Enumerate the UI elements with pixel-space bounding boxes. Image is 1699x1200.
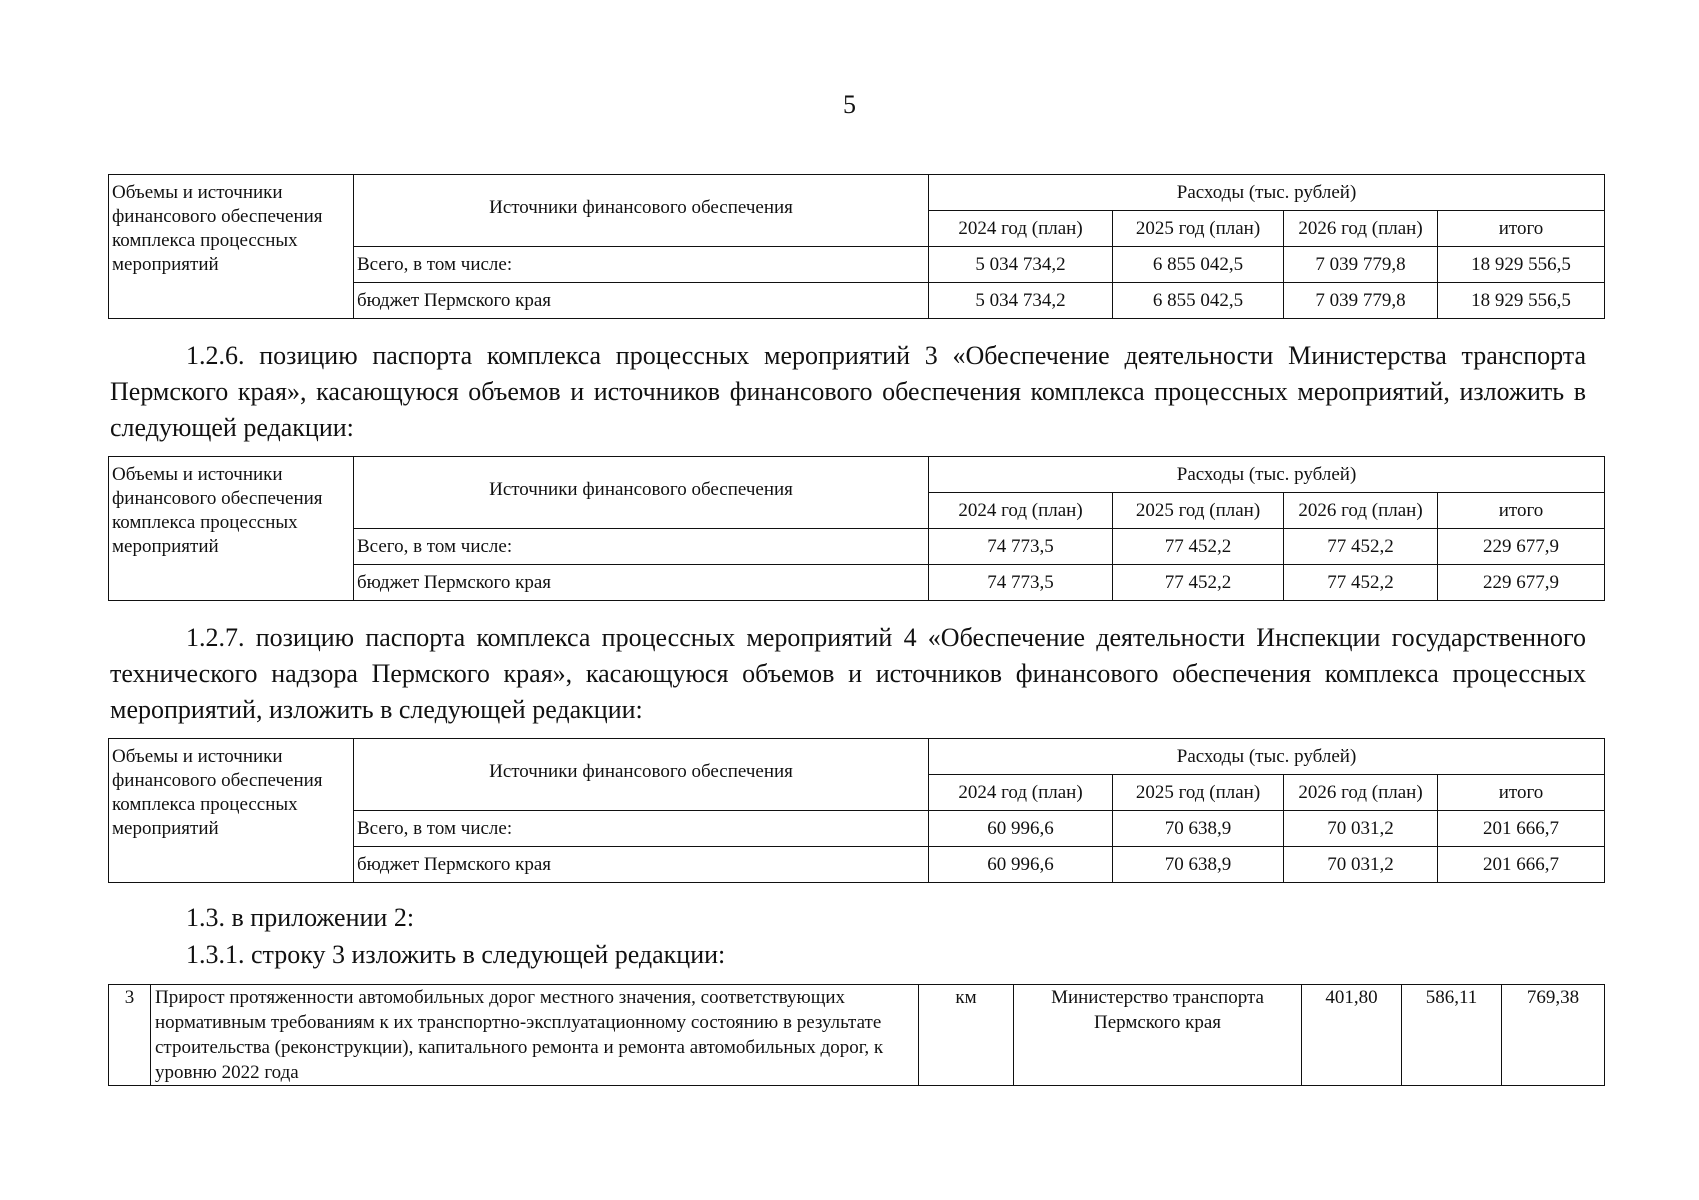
paragraph-1-2-6 <box>110 338 1586 446</box>
value-cell: 401,80 <box>1302 985 1402 1086</box>
value-cell: 74 773,5 <box>929 529 1113 565</box>
value-cell: 6 855 042,5 <box>1113 247 1284 283</box>
total-header: итого <box>1438 493 1605 529</box>
row-label-total: Всего, в том числе: <box>354 247 929 283</box>
year-header-2024: 2024 год (план) <box>929 493 1113 529</box>
sources-header: Источники финансового обеспечения <box>354 175 929 247</box>
value-cell: 77 452,2 <box>1113 565 1284 601</box>
expenses-header: Расходы (тыс. рублей) <box>929 739 1605 775</box>
volumes-sources-label: Объемы и источники финансового обеспечения комплекса процессных мероприятий <box>109 175 354 319</box>
value-cell: 74 773,5 <box>929 565 1113 601</box>
year-header-2026: 2026 год (план) <box>1284 493 1438 529</box>
value-cell: 5 034 734,2 <box>929 283 1113 319</box>
year-header-2024: 2024 год (план) <box>929 211 1113 247</box>
unit-cell: км <box>919 985 1014 1086</box>
year-header-2026: 2026 год (план) <box>1284 211 1438 247</box>
responsible-cell: Министерство транспорта Пермского края <box>1014 985 1302 1086</box>
indicator-row-table <box>108 984 1605 1086</box>
row-label-total: Всего, в том числе: <box>354 529 929 565</box>
row-label-budget: бюджет Пермского края <box>354 847 929 883</box>
financing-table-3 <box>108 738 1605 883</box>
value-cell: 229 677,9 <box>1438 529 1605 565</box>
value-cell: 70 638,9 <box>1113 847 1284 883</box>
financing-table-2 <box>108 456 1605 601</box>
indicator-name: Прирост протяженности автомобильных дорог местного значения, соответствующих нормативным требованиям к их транспортно-эксплуатационному состоянию в результате строительства (реконструкции), капитального ремонта и ремонта автомобильных дорог, к уровню 2022 года <box>151 985 919 1086</box>
value-cell: 70 638,9 <box>1113 811 1284 847</box>
row-number: 3 <box>109 985 151 1086</box>
value-cell: 77 452,2 <box>1113 529 1284 565</box>
value-cell: 77 452,2 <box>1284 565 1438 601</box>
volumes-sources-label: Объемы и источники финансового обеспечения комплекса процессных мероприятий <box>109 457 354 601</box>
total-header: итого <box>1438 775 1605 811</box>
value-cell: 70 031,2 <box>1284 847 1438 883</box>
paragraph-1-2-7 <box>110 620 1586 728</box>
sources-header: Источники финансового обеспечения <box>354 457 929 529</box>
row-label-budget: бюджет Пермского края <box>354 283 929 319</box>
table-row <box>109 985 1605 1086</box>
value-cell: 7 039 779,8 <box>1284 247 1438 283</box>
financing-table-1 <box>108 174 1605 319</box>
year-header-2025: 2025 год (план) <box>1113 211 1284 247</box>
year-header-2025: 2025 год (план) <box>1113 775 1284 811</box>
total-header: итого <box>1438 211 1605 247</box>
value-cell: 60 996,6 <box>929 811 1113 847</box>
value-cell: 77 452,2 <box>1284 529 1438 565</box>
value-cell: 5 034 734,2 <box>929 247 1113 283</box>
value-cell: 6 855 042,5 <box>1113 283 1284 319</box>
value-cell: 70 031,2 <box>1284 811 1438 847</box>
value-cell: 201 666,7 <box>1438 811 1605 847</box>
expenses-header: Расходы (тыс. рублей) <box>929 457 1605 493</box>
year-header-2026: 2026 год (план) <box>1284 775 1438 811</box>
paragraph-1-3: 1.3. в приложении 2: <box>186 903 415 932</box>
value-cell: 18 929 556,5 <box>1438 247 1605 283</box>
volumes-sources-label: Объемы и источники финансового обеспечения комплекса процессных мероприятий <box>109 739 354 883</box>
page-number: 5 <box>843 90 856 119</box>
paragraph-1-3-1: 1.3.1. строку 3 изложить в следующей редакции: <box>186 940 726 969</box>
value-cell: 18 929 556,5 <box>1438 283 1605 319</box>
expenses-header: Расходы (тыс. рублей) <box>929 175 1605 211</box>
value-cell: 201 666,7 <box>1438 847 1605 883</box>
value-cell: 769,38 <box>1502 985 1605 1086</box>
row-label-budget: бюджет Пермского края <box>354 565 929 601</box>
row-label-total: Всего, в том числе: <box>354 811 929 847</box>
paragraph-text: 1.2.6. позицию паспорта комплекса процессных мероприятий 3 «Обеспечение деятельности Министерства транспорта Пермского края», касающуюся объемов и источников финансового обеспечения комплекса процессных мероприятий, изложить в следующей редакции: <box>110 341 1586 442</box>
value-cell: 60 996,6 <box>929 847 1113 883</box>
year-header-2025: 2025 год (план) <box>1113 493 1284 529</box>
value-cell: 229 677,9 <box>1438 565 1605 601</box>
year-header-2024: 2024 год (план) <box>929 775 1113 811</box>
value-cell: 586,11 <box>1402 985 1502 1086</box>
sources-header: Источники финансового обеспечения <box>354 739 929 811</box>
value-cell: 7 039 779,8 <box>1284 283 1438 319</box>
paragraph-text: 1.2.7. позицию паспорта комплекса процессных мероприятий 4 «Обеспечение деятельности Инспекции государственного технического надзора Пермского края», касающуюся объемов и источников финансового обеспечения комплекса процессных мероприятий, изложить в следующей редакции: <box>110 623 1586 724</box>
